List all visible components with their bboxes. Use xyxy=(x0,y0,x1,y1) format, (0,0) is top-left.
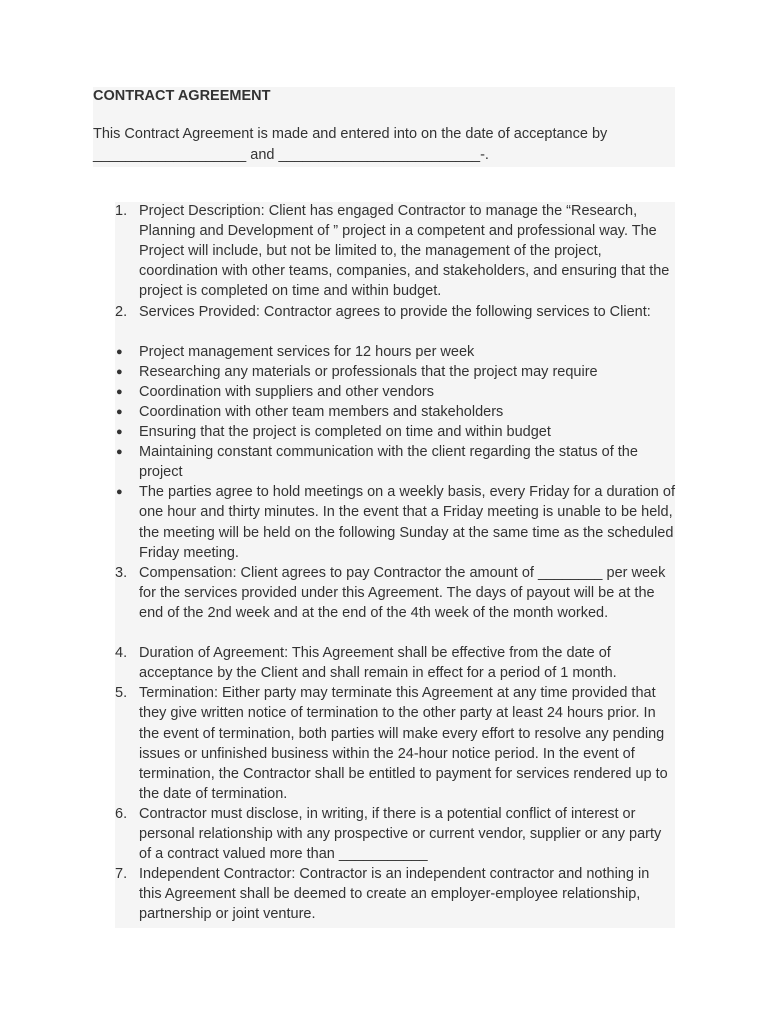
item-number: 3. xyxy=(115,564,128,581)
item-text: Coordination with other team members and stakeholders xyxy=(139,404,504,420)
list-item-1 xyxy=(115,201,675,301)
item-text: The parties agree to hold meetings on a weekly basis, every Friday for a duration of one hour and thirty minutes. In the event that a Friday meeting is unable to be held, the meeting will be held on the following Sunday at the same time as the scheduled Friday meeting. xyxy=(139,484,675,561)
item-text: Ensuring that the project is completed on time and within budget xyxy=(139,424,551,441)
list-item-5 xyxy=(115,683,675,804)
bullet-icon: ● xyxy=(116,486,123,499)
header-block xyxy=(93,87,675,167)
bullet-icon: ● xyxy=(116,365,123,378)
item-number: 1. xyxy=(115,203,128,219)
list-item-bullet-5 xyxy=(115,422,675,442)
item-text: Project Description: Client has engaged Contractor to manage the “Research, Planning and Development of ” project in a competent and professional way. The Project will include, but not be limited to, the management of the project, coordination with other teams, companies, and stakeholders, and ensuring that the project is completed on time and within budget. xyxy=(139,203,670,300)
list-item-4 xyxy=(115,643,675,683)
item-number: 5. xyxy=(115,685,128,702)
list-item-3 xyxy=(115,563,675,623)
intro-paragraph xyxy=(93,124,675,165)
bullet-icon: ● xyxy=(116,385,123,398)
clause-list xyxy=(115,202,675,928)
item-text: Termination: Either party may terminate this Agreement at any time provided that they give written notice of termination to the other party at least 24 hours prior. In the event of termination, both parties will make every effort to resolve any pending issues or unfinished business within the 24-hour notice period. In the event of termination, the Contractor shall be entitled to payment for services rendered up to the date of termination. xyxy=(139,685,668,802)
item-text: Duration of Agreement: This Agreement shall be effective from the date of acceptance by the Client and shall remain in effect for a period of 1 month. xyxy=(139,645,617,682)
list-item-bullet-1 xyxy=(115,342,675,362)
intro-line-2: ___________________ and _________________________-. xyxy=(93,146,489,163)
item-number: 2. xyxy=(115,303,128,320)
document-title: CONTRACT AGREEMENT xyxy=(93,88,271,104)
item-text: Independent Contractor: Contractor is an independent contractor and nothing in this Agreement shall be deemed to create an employer-employee relationship, partnership or joint venture. xyxy=(139,866,650,923)
bullet-icon: ● xyxy=(116,446,123,459)
list-item-2 xyxy=(115,302,675,322)
list-item-6 xyxy=(115,804,675,864)
item-text: Project management services for 12 hours per week xyxy=(139,343,475,360)
item-text: Coordination with suppliers and other vendors xyxy=(139,383,435,400)
item-text: Maintaining constant communication with the client regarding the status of the project xyxy=(139,444,638,481)
list-item-bullet-6 xyxy=(115,442,675,482)
item-number: 4. xyxy=(115,645,128,662)
item-text: Contractor must disclose, in writing, if there is a potential conflict of interest or personal relationship with any prospective or current vendor, supplier or any party of a contract valued more than ___________ xyxy=(139,806,662,863)
item-text: Services Provided: Contractor agrees to provide the following services to Client: xyxy=(139,303,651,320)
list-item-7 xyxy=(115,864,675,924)
item-number: 6. xyxy=(115,806,128,822)
list-item-bullet-7 xyxy=(115,482,675,562)
item-number: 7. xyxy=(115,866,128,883)
item-text: Compensation: Client agrees to pay Contractor the amount of ________ per week for the services provided under this Agreement. The days of payout will be at the end of the 2nd week and at the end of the 4th week of the month worked. xyxy=(139,564,666,621)
list-item-bullet-4 xyxy=(115,402,675,422)
intro-line-1: This Contract Agreement is made and entered into on the date of acceptance by xyxy=(93,126,608,142)
list-item-bullet-3 xyxy=(115,382,675,402)
item-text: Researching any materials or professionals that the project may require xyxy=(139,363,598,380)
list-item-bullet-2 xyxy=(115,362,675,382)
bullet-icon: ● xyxy=(116,345,123,358)
bullet-icon: ● xyxy=(116,406,123,418)
bullet-icon: ● xyxy=(116,426,123,439)
